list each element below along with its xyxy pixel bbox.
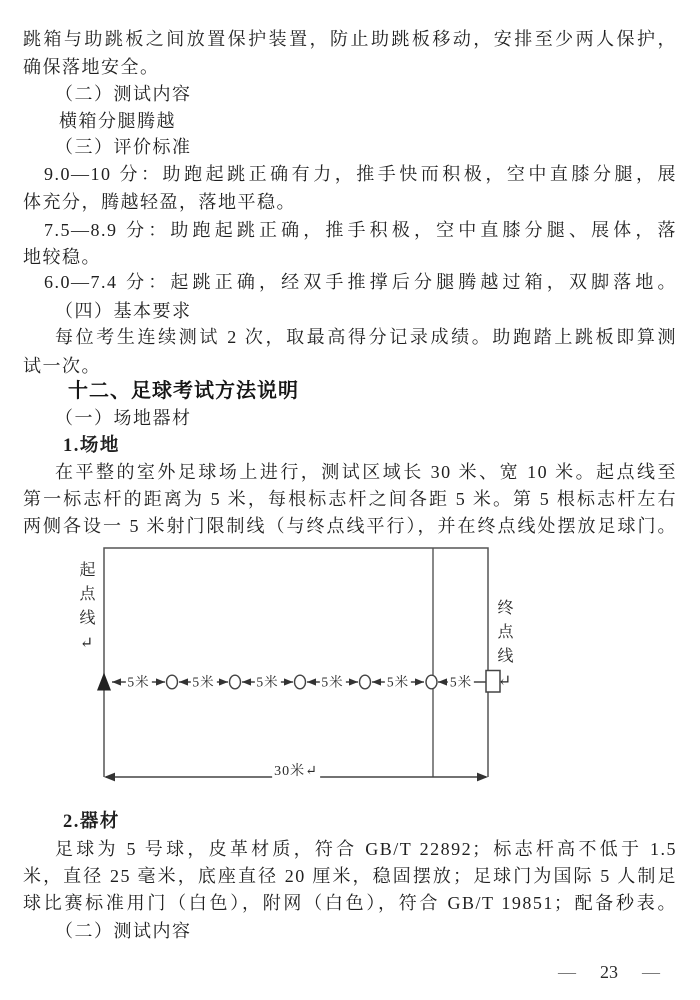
body-text-line: 两侧各设一 5 米射门限制线（与终点线平行），并在终点线处摆放足球门。 — [23, 516, 677, 536]
body-text-line: 确保落地安全。 — [23, 57, 160, 77]
body-text-line: 跳箱与助跳板之间放置保护装置，防止助跳板移动，安排至少两人保护， — [23, 29, 677, 49]
list-heading-evaluation: （三）评价标准 — [55, 137, 192, 157]
body-text-line: 地较稳。 — [23, 247, 101, 267]
body-text-line: 横箱分腿腾越 — [59, 111, 176, 131]
list-heading-test-content: （二）测试内容 — [55, 921, 192, 941]
score-band-line: 9.0—10 分：助跑起跳正确有力，推手快而积极，空中直膝分腿，展 — [44, 164, 677, 184]
distance-label: 5米 — [321, 674, 344, 690]
body-text-line: 米，直径 25 毫米，底座直径 20 厘米，稳固摆放；足球门为国际 5 人制足 — [23, 866, 677, 886]
distance-label: 5米 — [256, 674, 279, 690]
body-text-line: 第一标志杆的距离为 5 米，每根标志杆之间各距 5 米。第 5 根标志杆左右 — [23, 489, 677, 509]
pole-marker — [230, 675, 241, 689]
body-text-line: 在平整的室外足球场上进行，测试区域长 30 米、宽 10 米。起点线至 — [55, 462, 677, 482]
body-text-line: 体充分，腾越轻盈，落地平稳。 — [23, 192, 296, 212]
distance-label: 5米 — [449, 674, 473, 690]
body-text-line: 试一次。 — [23, 356, 101, 376]
distance-label: 5米 — [386, 674, 410, 690]
distance-label: 5米 — [192, 674, 215, 690]
subsection-heading-equipment: 2.器材 — [63, 812, 120, 832]
page-footer — [558, 961, 660, 983]
pole-marker — [167, 675, 178, 689]
score-band-line: 6.0—7.4 分：起跳正确，经双手推撑后分腿腾越过箱，双脚落地。 — [44, 272, 677, 292]
score-band-line: 7.5—8.9 分：助跑起跳正确，推手积极，空中直膝分腿、展体，落 — [44, 220, 677, 240]
start-triangle-marker — [97, 673, 111, 691]
list-heading-test-content: （二）测试内容 — [55, 84, 192, 104]
body-text-line: 足球为 5 号球，皮革材质，符合 GB/T 22892；标志杆高不低于 1.5 — [55, 839, 677, 859]
pole-marker — [360, 675, 371, 689]
pole-marker — [426, 675, 437, 689]
body-text-line: 球比赛标准用门（白色），附网（白色），符合 GB/T 19851；配备秒表。 — [23, 893, 677, 913]
body-text-line: 每位考生连续测试 2 次，取最高得分记录成绩。助跑踏上跳板即算测 — [55, 327, 677, 347]
page-number-dash-right: — — [642, 961, 660, 982]
field-diagram — [0, 540, 700, 800]
page-number: 23 — [600, 961, 618, 982]
section-heading-football: 十二、足球考试方法说明 — [68, 380, 299, 402]
total-distance-label: 30米↵ — [274, 764, 318, 779]
pole-marker — [295, 675, 306, 689]
finish-line-label: 终点线↵ — [495, 599, 512, 698]
field-outline — [104, 548, 488, 777]
list-heading-basic-requirements: （四）基本要求 — [55, 301, 192, 321]
start-line-label: 起点线↵ — [77, 561, 94, 660]
list-heading-venue-equipment: （一）场地器材 — [55, 408, 192, 428]
subsection-heading-venue: 1.场地 — [63, 436, 120, 456]
page-number-dash-left: — — [558, 961, 576, 982]
distance-label: 5米 — [127, 674, 150, 690]
